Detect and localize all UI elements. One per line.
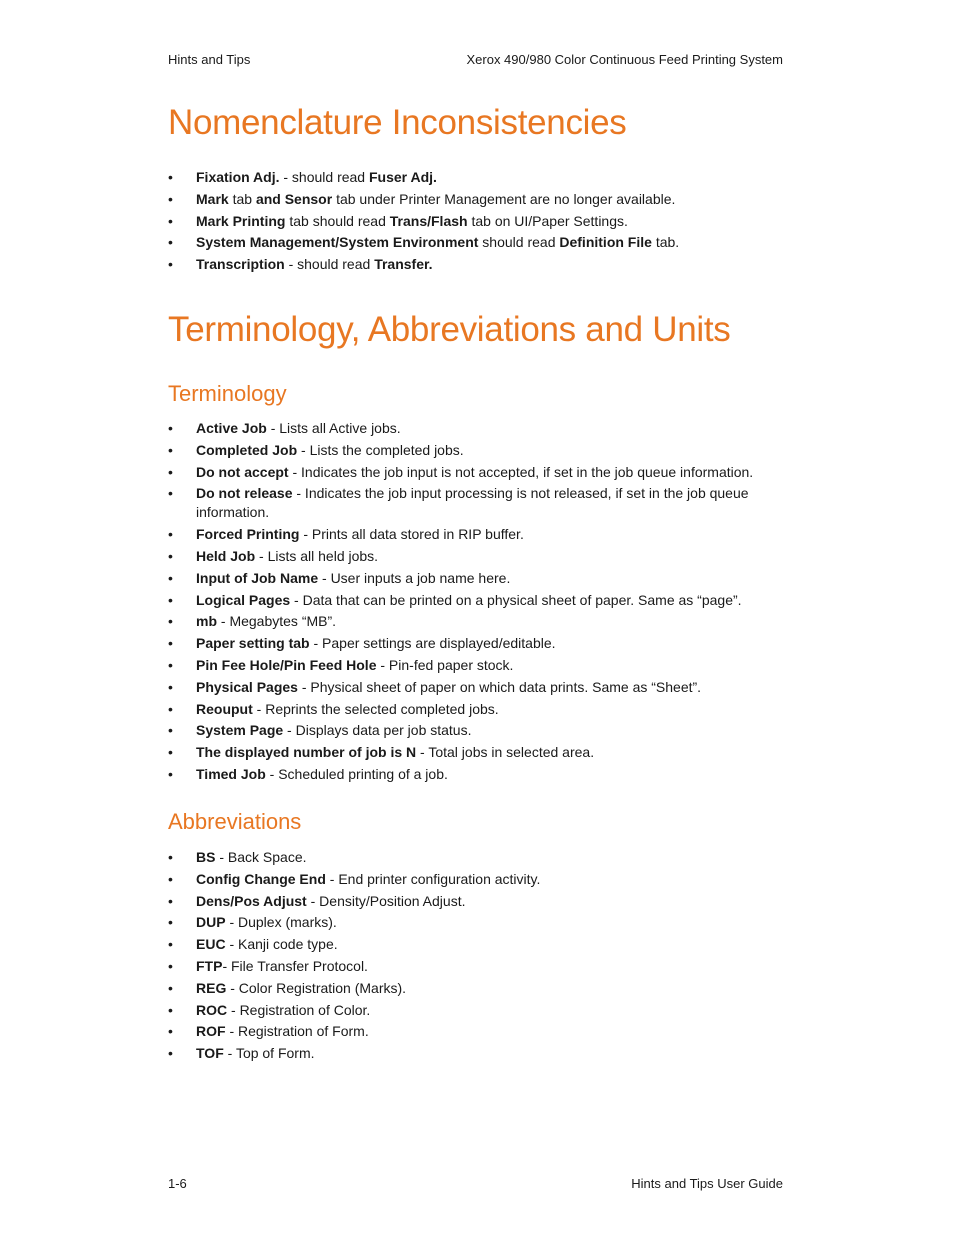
list-item: • Mark Printing tab should read Trans/Flash tab on UI/Paper Settings.: [168, 212, 793, 231]
list-item: • TOF - Top of Form.: [168, 1044, 793, 1063]
list-item: • REG - Color Registration (Marks).: [168, 979, 793, 998]
running-footer-right: Hints and Tips User Guide: [631, 1176, 783, 1191]
list-item: • DUP - Duplex (marks).: [168, 913, 793, 932]
list-item: • System Management/System Environment should read Definition File tab.: [168, 233, 793, 252]
page-number: 1-6: [168, 1176, 187, 1191]
list-item: • The displayed number of job is N - Total jobs in selected area.: [168, 743, 793, 762]
list-item: • Timed Job - Scheduled printing of a job.: [168, 765, 793, 784]
list-item: • Forced Printing - Prints all data stored in RIP buffer.: [168, 525, 793, 544]
list-item: • Active Job - Lists all Active jobs.: [168, 419, 793, 438]
list-item: • ROC - Registration of Color.: [168, 1001, 793, 1020]
list-item: • BS - Back Space.: [168, 848, 793, 867]
list-item: • Do not accept - Indicates the job input is not accepted, if set in the job queue information.: [168, 463, 793, 482]
abbreviations-heading: Abbreviations: [168, 809, 302, 834]
list-item: • Held Job - Lists all held jobs.: [168, 547, 793, 566]
terminology-section-heading: Terminology, Abbreviations and Units: [168, 310, 731, 349]
list-item: • Mark tab and Sensor tab under Printer Management are no longer available.: [168, 190, 793, 209]
terminology-heading: Terminology: [168, 381, 287, 406]
list-item: • Physical Pages - Physical sheet of paper on which data prints. Same as “Sheet”.: [168, 678, 793, 697]
list-item: • Do not release - Indicates the job input processing is not released, if set in the job queue information.: [168, 484, 793, 522]
list-item: • Input of Job Name - User inputs a job name here.: [168, 569, 793, 588]
list-item: • Transcription - should read Transfer.: [168, 255, 793, 274]
list-item: • Config Change End - End printer configuration activity.: [168, 870, 793, 889]
list-item: • Completed Job - Lists the completed jobs.: [168, 441, 793, 460]
list-item: • Paper setting tab - Paper settings are displayed/editable.: [168, 634, 793, 653]
nomenclature-heading: Nomenclature Inconsistencies: [168, 103, 627, 142]
list-item: • Fixation Adj. - should read Fuser Adj.: [168, 168, 793, 187]
list-item: • Reouput - Reprints the selected completed jobs.: [168, 700, 793, 719]
nomenclature-list: [168, 168, 793, 277]
list-item: • EUC - Kanji code type.: [168, 935, 793, 954]
list-item: • Pin Fee Hole/Pin Feed Hole - Pin-fed paper stock.: [168, 656, 793, 675]
list-item: • mb - Megabytes “MB”.: [168, 612, 793, 631]
running-header-left: Hints and Tips: [168, 52, 251, 67]
abbreviations-list: [168, 848, 793, 1066]
list-item: • System Page - Displays data per job status.: [168, 721, 793, 740]
list-item: • FTP- File Transfer Protocol.: [168, 957, 793, 976]
list-item: • Dens/Pos Adjust - Density/Position Adjust.: [168, 892, 793, 911]
list-item: • Logical Pages - Data that can be printed on a physical sheet of paper. Same as “page”.: [168, 591, 793, 610]
terminology-list: [168, 419, 793, 787]
running-header-right: Xerox 490/980 Color Continuous Feed Printing System: [466, 52, 783, 67]
list-item: • ROF - Registration of Form.: [168, 1022, 793, 1041]
